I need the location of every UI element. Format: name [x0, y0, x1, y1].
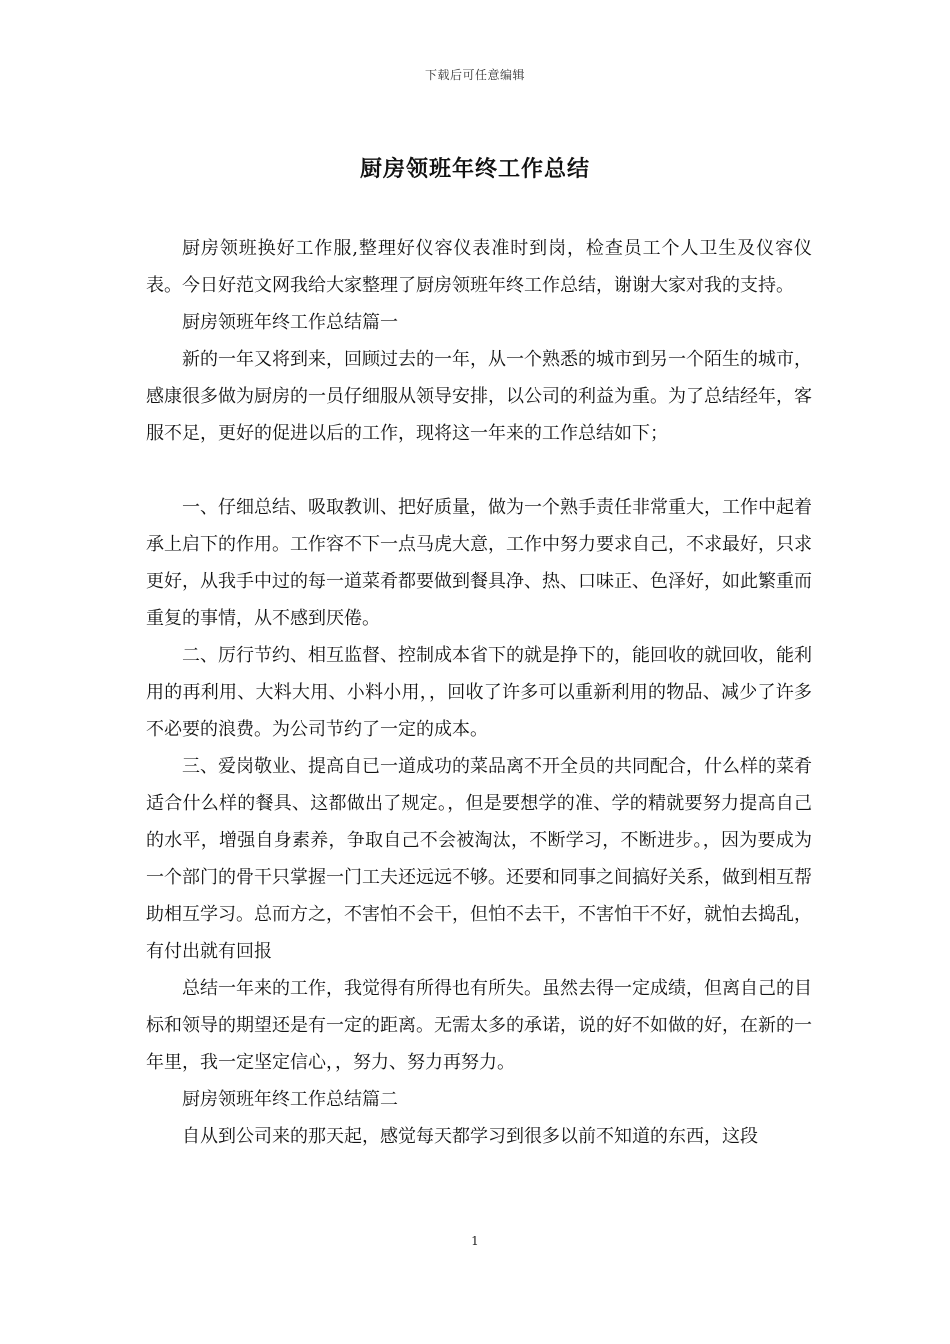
intro-paragraph: 厨房领班换好工作服,整理好仪容仪表准时到岗，检查员工个人卫生及仪容仪表。今日好范文网我给大家整理了厨房领班年终工作总结，谢谢大家对我的支持。 [146, 238, 812, 296]
body-paragraph: 三、爱岗敬业、提高自已一道成功的菜品离不开全员的共同配合，什么样的菜肴适合什么样的餐具、这都做出了规定。，但是要想学的准、学的精就要努力提高自己的水平，增强自身素养，争取自己不会被淘汰，不断学习，不断进步。，因为要成为一个部门的骨干只掌握一门工夫还远远不够。还要和同事之间搞好关系，做到相互帮助相互学习。总而方之，不害怕不会干，但怕不去干，不害怕干不好，就怕去捣乱，有付出就有回报 [146, 756, 812, 962]
page-number: 1 [471, 1234, 479, 1248]
section-heading-part-two: 厨房领班年终工作总结篇二 [182, 1089, 398, 1110]
body-paragraph: 自从到公司来的那天起，感觉每天都学习到很多以前不知道的东西，这段 [182, 1126, 758, 1147]
body-paragraph: 一、仔细总结、吸取教训、把好质量，做为一个熟手责任非常重大，工作中起着承上启下的作用。工作容不下一点马虎大意，工作中努力要求自己，不求最好，只求更好，从我手中过的每一道菜肴都要做到餐具净、热、口味正、色泽好，如此繁重而重复的事情，从不感到厌倦。 [146, 497, 812, 629]
section-heading-part-one: 厨房领班年终工作总结篇一 [182, 312, 398, 333]
header-note: 下载后可任意编辑 [424, 68, 525, 82]
document-title: 厨房领班年终工作总结 [359, 156, 590, 182]
body-paragraph: 二、厉行节约、相互监督、控制成本省下的就是挣下的，能回收的就回收，能利用的再利用、大料大用、小料小用，，回收了许多可以重新利用的物品、减少了许多不必要的浪费。为公司节约了一定的成本。 [146, 645, 812, 740]
body-paragraph: 新的一年又将到来，回顾过去的一年，从一个熟悉的城市到另一个陌生的城市，感康很多做为厨房的一员仔细服从领导安排，以公司的利益为重。为了总结经年，客服不足，更好的促进以后的工作，现将这一年来的工作总结如下； [146, 349, 812, 444]
body-paragraph: 总结一年来的工作，我觉得有所得也有所失。虽然去得一定成绩，但离自己的目标和领导的期望还是有一定的距离。无需太多的承诺，说的好不如做的好，在新的一年里，我一定坚定信心，，努力、努力再努力。 [146, 978, 812, 1073]
document-body [146, 230, 812, 1155]
